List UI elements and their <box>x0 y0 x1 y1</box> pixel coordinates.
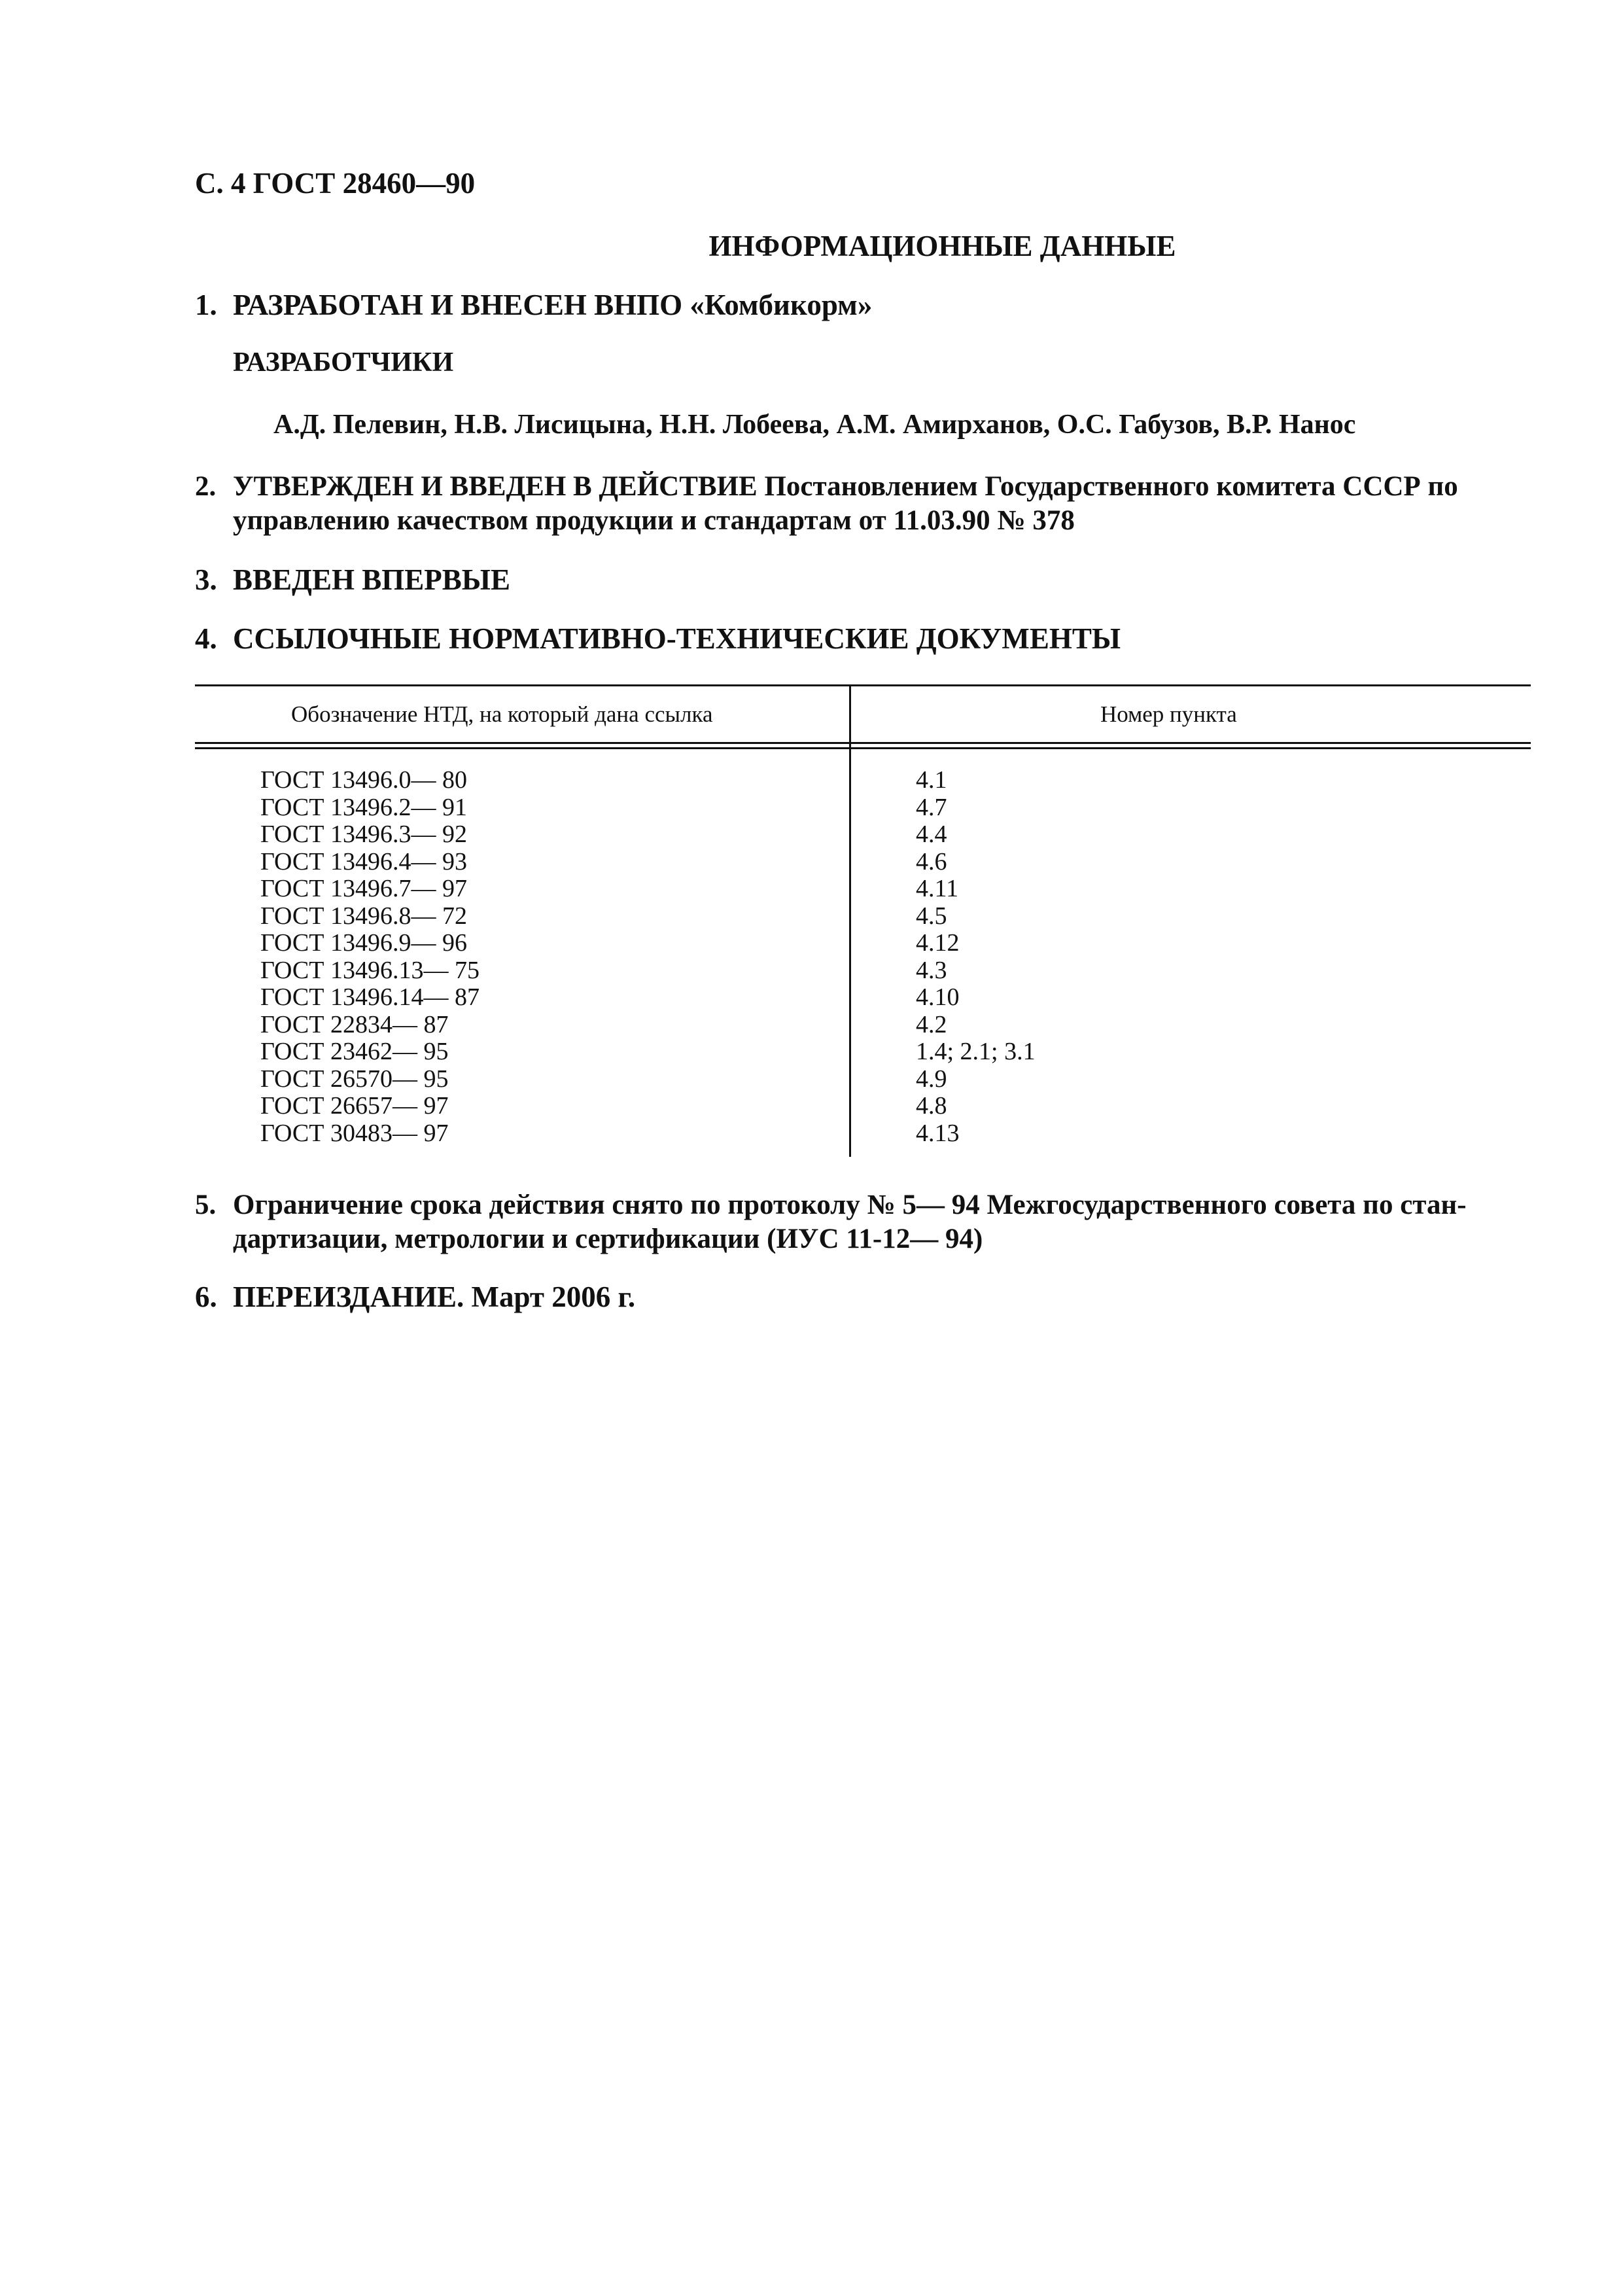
item-text-line1: Ограничение срока действия снято по протоколу № 5— 94 Межгосударственного совета по стан- <box>233 1190 1467 1220</box>
table-cell-clause: 4.7 <box>916 793 947 821</box>
table-cell-designation: ГОСТ 22834— 87 <box>260 1010 449 1038</box>
table-cell-designation: ГОСТ 13496.9— 96 <box>260 929 467 957</box>
table-column-clause <box>916 767 1036 1147</box>
table-top-rule <box>195 684 1531 686</box>
page-header: С. 4 ГОСТ 28460—90 <box>195 167 476 200</box>
item-number: 4. <box>195 622 217 655</box>
table-column-divider <box>849 686 851 1157</box>
table-header-rule-double <box>195 747 1531 749</box>
item-number: 1. <box>195 289 217 321</box>
item-1 <box>195 288 872 322</box>
table-cell-designation: ГОСТ 13496.13— 75 <box>260 956 480 984</box>
table-cell-designation: ГОСТ 30483— 97 <box>260 1119 449 1147</box>
item-number: 5. <box>195 1190 217 1220</box>
item-text-line2: управлению качеством продукции и стандартам от 11.03.90 № 378 <box>233 505 1075 536</box>
table-cell-clause: 4.9 <box>916 1065 947 1093</box>
item-5 <box>195 1188 1543 1256</box>
developers-list: А.Д. Пелевин, Н.В. Лисицына, Н.Н. Лобеева, А.М. Амирханов, О.С. Габузов, В.Р. Нанос <box>273 410 1356 440</box>
item-text: ПЕРЕИЗДАНИЕ. Март 2006 г. <box>233 1280 636 1313</box>
item-text-line1: УТВЕРЖДЕН И ВВЕДЕН В ДЕЙСТВИЕ Постановлением Государственного комитета СССР по <box>233 471 1458 502</box>
table-header-rule <box>195 742 1531 744</box>
item-3 <box>195 563 510 597</box>
table-cell-designation: ГОСТ 13496.4— 93 <box>260 847 467 875</box>
table-cell-clause: 1.4; 2.1; 3.1 <box>916 1038 1036 1065</box>
document-title: ИНФОРМАЦИОННЫЕ ДАННЫЕ <box>708 230 1176 262</box>
item-2 <box>195 470 1529 538</box>
item-6 <box>195 1280 635 1314</box>
table-column-designation <box>260 767 480 1147</box>
table-cell-designation: ГОСТ 26570— 95 <box>260 1065 449 1093</box>
table-cell-clause: 4.5 <box>916 902 947 930</box>
table-cell-designation: ГОСТ 13496.7— 97 <box>260 875 467 902</box>
table-header-designation: Обозначение НТД, на который дана ссылка <box>291 701 713 727</box>
table-cell-designation: ГОСТ 13496.0— 80 <box>260 766 467 794</box>
table-cell-clause: 4.4 <box>916 821 947 848</box>
item-4 <box>195 622 1121 656</box>
developers-heading: РАЗРАБОТЧИКИ <box>233 347 454 378</box>
table-cell-clause: 4.11 <box>916 875 959 902</box>
item-text: РАЗРАБОТАН И ВНЕСЕН ВНПО «Комбикорм» <box>233 289 873 321</box>
table-cell-clause: 4.10 <box>916 983 960 1011</box>
table-cell-designation: ГОСТ 13496.14— 87 <box>260 983 480 1011</box>
table-header-clause: Номер пункта <box>1100 701 1237 727</box>
table-cell-designation: ГОСТ 13496.8— 72 <box>260 902 467 930</box>
item-text: ССЫЛОЧНЫЕ НОРМАТИВНО-ТЕХНИЧЕСКИЕ ДОКУМЕНТЫ <box>233 622 1121 655</box>
table-cell-designation: ГОСТ 23462— 95 <box>260 1038 449 1065</box>
item-number: 6. <box>195 1280 217 1313</box>
item-text-line2: дартизации, метрологии и сертификации (ИУС 11-12— 94) <box>233 1224 983 1254</box>
table-cell-clause: 4.3 <box>916 956 947 984</box>
item-number: 3. <box>195 563 217 596</box>
table-cell-clause: 4.13 <box>916 1119 960 1147</box>
table-cell-clause: 4.1 <box>916 766 947 794</box>
table-cell-clause: 4.2 <box>916 1010 947 1038</box>
table-cell-designation: ГОСТ 13496.3— 92 <box>260 821 467 848</box>
table-cell-clause: 4.8 <box>916 1092 947 1120</box>
item-text: ВВЕДЕН ВПЕРВЫЕ <box>233 563 511 596</box>
table-cell-clause: 4.6 <box>916 847 947 875</box>
table-cell-clause: 4.12 <box>916 929 960 957</box>
item-number: 2. <box>195 471 217 502</box>
table-cell-designation: ГОСТ 26657— 97 <box>260 1092 449 1120</box>
table-cell-designation: ГОСТ 13496.2— 91 <box>260 793 467 821</box>
